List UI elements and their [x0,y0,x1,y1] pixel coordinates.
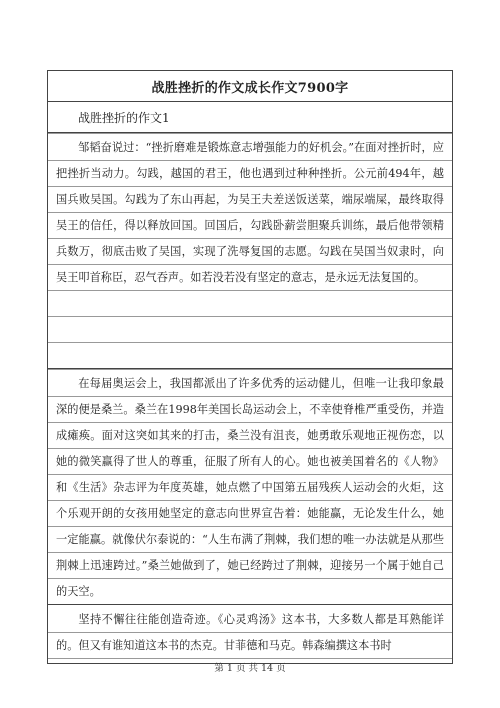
section-heading: 战胜挫折的作文1 [48,102,452,133]
paragraph-1 [48,133,452,369]
document-title: 战胜挫折的作文成长作文7900字 [48,71,452,102]
page-footer: 第 1 页 共 14 页 [214,663,286,674]
paragraph-3 [48,605,452,663]
document-table [47,70,453,664]
paragraph-text: 邹韬奋说过：“挫折磨难是锻炼意志增强能力的好机会。”在面对挫折时，应把挫折当动力。勾践，越国的君王，他也遇到过种种挫折。公元前494年，越国兵败吴国。勾践为了东山再起，为吴王夫差送饭送菜，端尿端屎，最终取得吴王的信任，得以释放回国。回国后，勾践卧薪尝胆聚兵训练，最后他带领精兵数万，彻底击败了吴国，实现了洗辱复国的志愿。勾践在吴国当奴隶时，向吴王叩首称臣，忍气吞声。如若没若没有坚定的意志，是永远无法复国的。 [56,141,444,284]
paragraph-text: 在每届奥运会上，我国都派出了许多优秀的运动健儿，但唯一让我印象最深的便是桑兰。桑兰在1998年美国长岛运动会上，不幸使脊椎严重受伤，并造成瘫痪。面对这突如其来的打击，桑兰没有沮丧，她勇敢乐观地正视伤恋，以她的微笑赢得了世人的尊重，征服了所有人的心。她也被美国着名的《人物》和《生活》杂志评为年度英雄，她点燃了中国第五届残疾人运动会的火炬，这个乐观开朗的女孩用她坚定的意志向世界宣告着：她能赢，无论发生什么，她一定能赢。就像伏尔泰说的：“人生布满了荆棘，我们想的唯一办法就是从那些荆棘上迅速跨过。”桑兰她做到了，她已经跨过了荆棘，迎接另一个属于她自己的天空。 [56,377,444,598]
paragraph-text: 坚持不懈往往能创造奇迹。《心灵鸡汤》这本书，大多数人都是耳熟能详的。但又有谁知道这本书的杰克。甘菲德和马克。韩森编撰这本书时 [56,613,444,652]
paragraph-2 [48,369,452,605]
